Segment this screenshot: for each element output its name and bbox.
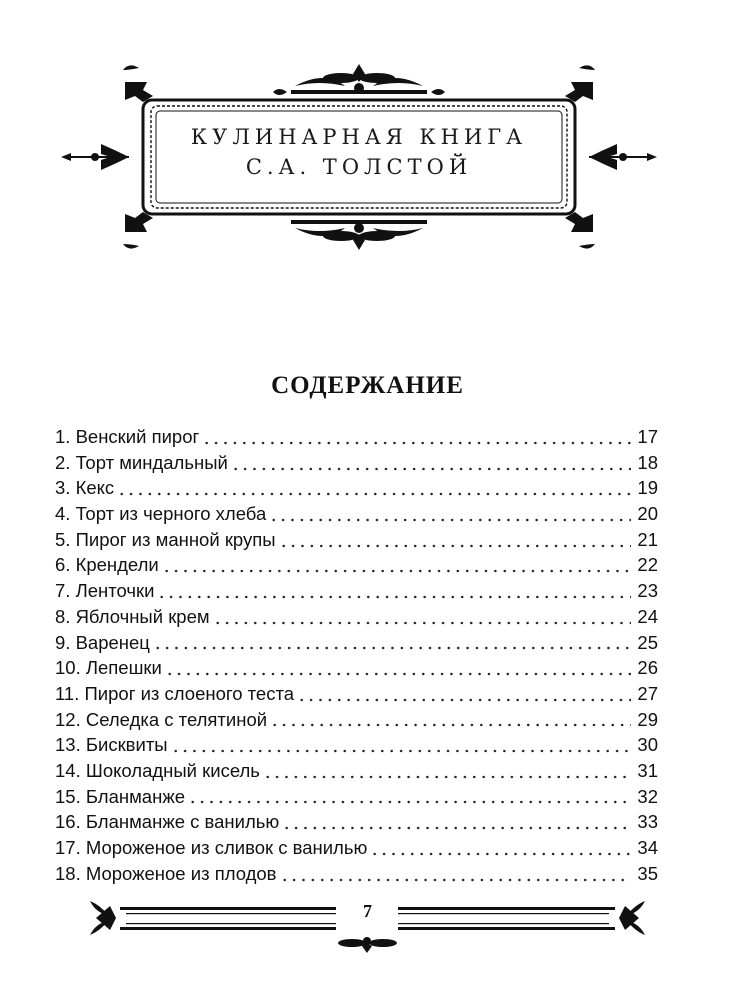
toc-item: [55, 630, 658, 656]
toc-item-title: 4. Торт из черного хлеба: [55, 503, 267, 525]
book-title: [55, 52, 663, 252]
toc-dot-leader: [269, 518, 631, 522]
toc-item-page: 33: [637, 811, 658, 833]
toc-dot-leader: [117, 492, 631, 496]
toc-item-page: 31: [637, 759, 658, 781]
toc-item-title: 11. Пирог из слоеного теста: [55, 682, 295, 704]
toc-item-page: 29: [637, 708, 658, 730]
toc-dot-leader: [282, 826, 631, 830]
toc-item: [55, 527, 658, 553]
book-title-line-1: КУЛИНАРНАЯ КНИГА: [190, 125, 528, 149]
toc-dot-leader: [165, 672, 631, 676]
toc-dot-leader: [162, 569, 631, 573]
toc-item: [55, 707, 658, 733]
toc-item-page: 25: [637, 631, 658, 653]
toc-item-page: 21: [637, 528, 658, 550]
toc-item-title: 12. Селедка с телятиной: [55, 708, 268, 730]
toc-item-page: 17: [637, 426, 658, 447]
toc-item: [55, 809, 658, 835]
toc-item-title: 5. Пирог из манной крупы: [55, 528, 276, 550]
toc-heading: СОДЕРЖАНИЕ: [271, 372, 464, 399]
toc-dot-leader: [153, 646, 631, 650]
toc-dot-leader: [297, 698, 631, 702]
toc-item-title: 17. Мороженое из сливок с ванилью: [55, 837, 368, 858]
toc-item: [55, 424, 658, 450]
toc-item-page: 18: [637, 451, 658, 473]
toc-item-page: 35: [637, 862, 658, 884]
toc-item-page: 32: [637, 785, 658, 807]
toc-item-title: 2. Торт миндальный: [55, 451, 228, 473]
toc-item-title: 7. Ленточки: [55, 580, 155, 602]
toc-item-title: 13. Бисквиты: [55, 734, 168, 756]
toc-item-title: 14. Шоколадный кисель: [55, 759, 260, 781]
toc-item-title: 9. Варенец: [55, 631, 150, 653]
toc-item: [55, 758, 658, 784]
toc-item: [55, 604, 658, 630]
toc-item-page: 30: [637, 734, 658, 756]
toc-item-page: 20: [637, 503, 658, 525]
toc-item-title: 3. Кекс: [55, 477, 115, 499]
page-number: 7: [363, 901, 372, 921]
toc-dot-leader: [157, 595, 631, 599]
toc-dot-leader: [188, 800, 631, 804]
toc-item: [55, 552, 658, 578]
toc-item-title: 15. Бланманже: [55, 785, 185, 807]
toc-item-page: 27: [637, 682, 658, 704]
toc-dot-leader: [231, 467, 631, 471]
toc-item-title: 16. Бланманже с ванилью: [55, 811, 280, 833]
toc-item: [55, 475, 658, 501]
toc-item: [55, 861, 658, 887]
toc-dot-leader: [370, 852, 631, 856]
toc-item-page: 24: [637, 605, 658, 627]
toc-item-title: 10. Лепешки: [55, 657, 162, 679]
toc-item-page: 22: [637, 554, 658, 576]
toc-item: [55, 681, 658, 707]
toc-item-page: 34: [637, 837, 658, 858]
toc-item: [55, 501, 658, 527]
toc-dot-leader: [263, 775, 631, 779]
book-title-line-2: С.А. ТОЛСТОЙ: [245, 155, 473, 179]
toc-item-page: 23: [637, 580, 658, 602]
toc-dot-leader: [270, 723, 631, 727]
toc-dot-leader: [202, 441, 631, 445]
toc-item: [55, 784, 658, 810]
toc-item-title: 6. Крендели: [55, 554, 159, 576]
toc-dot-leader: [171, 749, 631, 753]
toc-item-page: 19: [637, 477, 658, 499]
toc-item: [55, 732, 658, 758]
toc-item-page: 26: [637, 657, 658, 679]
header-frame: [55, 52, 663, 252]
toc-item: [55, 450, 658, 476]
toc-dot-leader: [280, 878, 631, 882]
toc-item-title: 8. Яблочный крем: [55, 605, 210, 627]
toc-item: [55, 835, 658, 861]
toc-dot-leader: [279, 544, 631, 548]
toc-item-title: 18. Мороженое из плодов: [55, 862, 277, 884]
toc-dot-leader: [213, 621, 631, 625]
toc-item: [55, 655, 658, 681]
toc-list: [55, 424, 658, 886]
toc-item: [55, 578, 658, 604]
toc-item-title: 1. Венский пирог: [55, 426, 200, 447]
